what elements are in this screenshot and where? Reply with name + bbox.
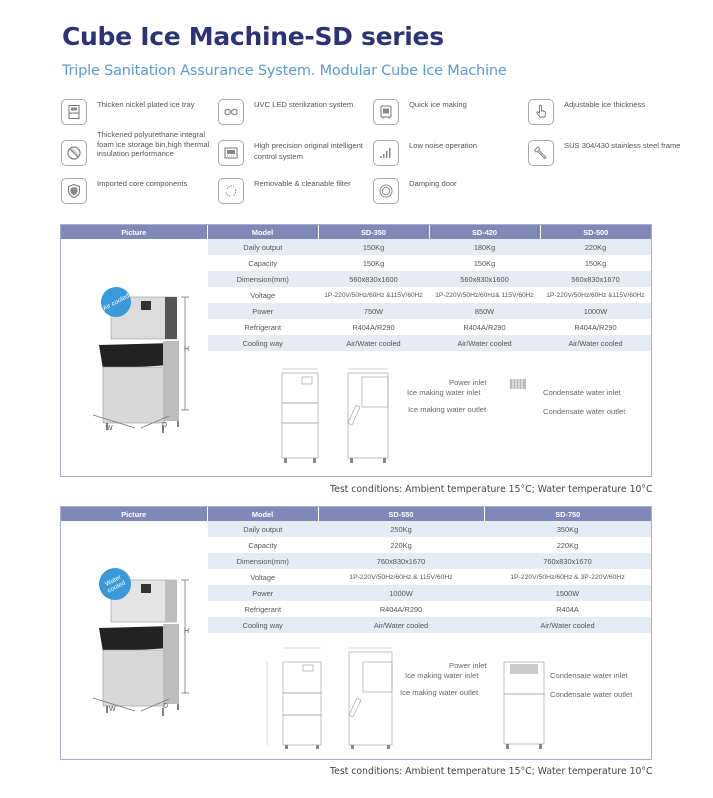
header-sd-350: SD-350 [318, 225, 429, 239]
cell-value: R404A [556, 604, 579, 614]
dim-d-label: D [162, 422, 168, 429]
cell-value: 1000W [540, 303, 651, 319]
label-condensate-inlet: Condensate water inlet [550, 671, 628, 680]
cell-value: 220Kg [390, 540, 412, 550]
vent-grille-icon [508, 378, 530, 390]
header-sd-500: SD-500 [540, 225, 651, 239]
cell-value: 180Kg [429, 239, 540, 255]
cell-value: 1P-220V/50Hz/60Hz &115V/60Hz [546, 291, 645, 299]
cell-value: Air/Water cooled [540, 335, 651, 351]
row-label: Refrigerant [244, 322, 282, 332]
cell-value: 220Kg [540, 239, 651, 255]
row-label: Voltage [250, 290, 276, 300]
cell-value: Air/Water cooled [318, 617, 484, 633]
row-label: Daily output [207, 521, 318, 537]
row-label: Cooling way [207, 335, 318, 351]
cell-value: 560x830x1670 [540, 271, 651, 287]
cell-value: Air/Water cooled [429, 335, 540, 351]
cell-value: R404A/R290 [463, 322, 506, 332]
header-picture: Picture [61, 225, 207, 239]
cell-value: 1P-220V/50Hz/60Hz & 3P-220V/60Hz [510, 573, 625, 581]
page-title: Cube Ice Machine-SD series [62, 22, 444, 51]
wrench-icon [528, 140, 554, 166]
label-condensate-inlet: Condensate water inlet [543, 388, 621, 397]
feature-item [528, 140, 681, 180]
infinity-icon [218, 99, 244, 125]
feature-text: Adjustable ice thickness [564, 100, 646, 109]
header-model: Model [207, 225, 318, 239]
technical-drawing-rear [500, 660, 550, 750]
test-conditions-note-1: Test conditions: Ambient temperature 15°C; Water temperature 10°C [330, 484, 653, 495]
cell-value: 1P-220V/50Hz/60Hz & 115V/60Hz [349, 573, 453, 581]
cell-value: 150Kg [584, 258, 607, 268]
label-ice-water-inlet: Ice making water inlet [407, 388, 481, 397]
cell-value: 1500W [484, 585, 651, 601]
cell-value: Air/Water cooled [484, 617, 651, 633]
row-label: Dimension(mm) [207, 553, 318, 569]
cooling-badge: Water cooled [93, 562, 136, 605]
cell-value: 150Kg [473, 258, 496, 268]
cell-value: R404A/R290 [352, 322, 395, 332]
row-label: Capacity [248, 540, 278, 550]
label-condensate-outlet: Condensate water outlet [543, 407, 626, 416]
feature-text: Damping door [409, 179, 457, 188]
feature-item [218, 178, 368, 218]
table-header-row [61, 225, 651, 239]
table-row [61, 239, 651, 255]
row-label: Cooling way [207, 617, 318, 633]
label-ice-water-outlet: Ice making water outlet [400, 688, 479, 697]
test-conditions-note-2: Test conditions: Ambient temperature 15°C; Water temperature 10°C [330, 766, 653, 777]
feature-item [61, 130, 211, 180]
cell-value: Air/Water cooled [318, 335, 429, 351]
label-ice-water-inlet: Ice making water inlet [405, 671, 479, 680]
label-ice-water-outlet: Ice making water outlet [408, 405, 487, 414]
page-subtitle: Triple Sanitation Assurance System. Modular Cube Ice Machine [62, 63, 507, 79]
dim-w-label: W [106, 425, 113, 432]
cell-value: 1000W [318, 585, 484, 601]
dim-d-label: D [163, 703, 169, 710]
feature-item [528, 99, 678, 139]
feature-item [373, 178, 523, 218]
hand-pointer-icon [528, 99, 554, 125]
signal-bars-icon [373, 140, 399, 166]
feature-item [373, 99, 523, 139]
machine-icon [373, 99, 399, 125]
feature-item [218, 99, 368, 139]
dim-w-label: W [109, 706, 116, 713]
row-label: Daily output [207, 239, 318, 255]
shield-icon [61, 178, 87, 204]
feature-text: Quick ice making [409, 100, 467, 109]
cell-value: 1P-220V/50Hz/60Hz &115V/60Hz [324, 291, 423, 299]
cell-value: 850W [429, 303, 540, 319]
row-label: Voltage [250, 572, 276, 582]
header-model: Model [207, 507, 318, 521]
feature-text: Removable & cleanable filter [254, 179, 351, 188]
feature-item [373, 140, 523, 180]
cell-value: 150Kg [318, 239, 429, 255]
table-row [61, 521, 651, 537]
row-label: Power [207, 303, 318, 319]
label-condensate-outlet: Condensate water outlet [550, 690, 633, 699]
row-label: Power [207, 585, 318, 601]
row-label: Dimension(mm) [207, 271, 318, 287]
control-panel-icon [218, 140, 244, 166]
circle-door-icon [373, 178, 399, 204]
no-entry-icon [61, 140, 87, 166]
technical-drawing-front-side [265, 640, 405, 750]
feature-item [61, 178, 211, 218]
recycle-icon [218, 178, 244, 204]
table-header-row [61, 507, 651, 521]
cell-value: 150Kg [362, 258, 385, 268]
header-picture: Picture [61, 507, 207, 521]
technical-drawing-front-side [278, 365, 408, 470]
cell-value: 750W [318, 303, 429, 319]
feature-text: Thickened polyurethane integral foam ice storage bin,high thermal insulation performance [97, 130, 210, 158]
cell-value: 560x830x1600 [429, 271, 540, 287]
cell-value: 760x830x1670 [318, 553, 484, 569]
feature-text: Imported core components [97, 179, 188, 188]
feature-text: Low noise operation [409, 141, 477, 150]
dim-h-label: H [184, 628, 190, 635]
cell-value: 220Kg [556, 540, 579, 550]
cell-value: 560x830x1600 [318, 271, 429, 287]
header-sd-750: SD-750 [484, 507, 651, 521]
dim-h-label: H [184, 346, 190, 353]
header-sd-550: SD-550 [318, 507, 484, 521]
cell-value: R404A/R290 [379, 604, 423, 614]
feature-text: SUS 304/430 stainless steel frame [564, 141, 681, 150]
header-sd-420: SD-420 [429, 225, 540, 239]
label-power-inlet: Power inlet [449, 661, 487, 670]
feature-text: High precision original intelligent control system [254, 141, 363, 161]
cell-value: 760x830x1670 [484, 553, 651, 569]
row-label: Refrigerant [244, 604, 282, 614]
ice-tray-icon [61, 99, 87, 125]
cooling-badge: Air cooled [96, 282, 137, 323]
cell-value: 1P-220V/50Hz/60Hz& 115V/60Hz [435, 291, 534, 299]
cell-value: R404A/R290 [574, 322, 617, 332]
feature-item [218, 140, 368, 180]
row-label: Capacity [248, 258, 278, 268]
cell-value: 350Kg [484, 521, 651, 537]
feature-text: UVC LED sterilization system [254, 100, 354, 109]
feature-text: Thicken nickel plated ice tray [97, 100, 195, 109]
label-power-inlet: Power inlet [449, 378, 487, 387]
cell-value: 250Kg [318, 521, 484, 537]
